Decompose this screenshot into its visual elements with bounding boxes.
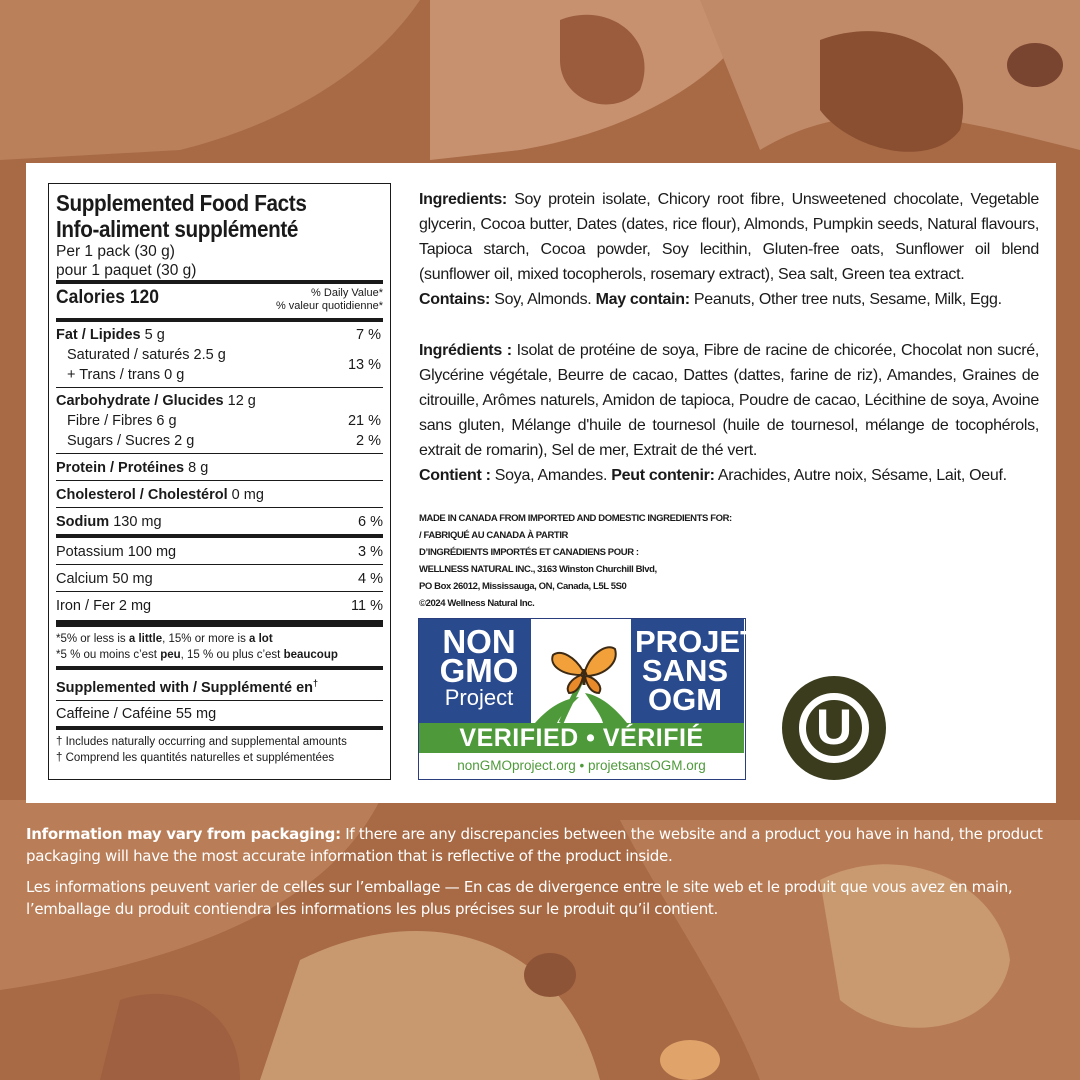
trans-label: + Trans / trans 0 g [67, 367, 185, 383]
supplemented-header: Supplemented with / Supplémenté en† [56, 678, 319, 696]
manufacturer-line: PO Box 26012, Mississauga, ON, Canada, L5L 5S0 [419, 581, 627, 592]
fat-percent: 7 % [356, 327, 381, 343]
fibre-label: Fibre / Fibres 6 g [67, 413, 177, 429]
manufacturer-line: / FABRIQUÉ AU CANADA À PARTIR [419, 530, 569, 541]
fat-amount: 5 g [144, 327, 165, 343]
sodium-label: Sodium [56, 514, 110, 530]
butterfly-icon [531, 619, 631, 723]
carb-group [56, 388, 383, 453]
calcium-percent: 4 % [358, 571, 383, 587]
non-gmo-badge [418, 618, 760, 780]
fat-group [56, 322, 383, 387]
iron-percent: 11 % [351, 598, 383, 614]
allergens-en: Contains: Soy, Almonds. May contain: Peanuts, Other tree nuts, Sesame, Milk, Egg. [419, 291, 1002, 308]
potassium-row [56, 538, 383, 564]
nutrition-title-fr: Info-aliment supplémenté [56, 216, 299, 242]
calcium-row [56, 565, 383, 591]
saturated-label: Saturated / saturés 2.5 g [67, 347, 226, 363]
disclaimer-fr: Les informations peuvent varier de celles sur l’emballage — En cas de divergence entre le site web et le produit que vous avez en main, l’emballage du produit contiendra les informations les plus précises sur le produit qu’il contient. [26, 878, 1013, 918]
carb-label: Carbohydrate / Glucides [56, 393, 224, 409]
sodium-amount: 130 mg [113, 514, 162, 530]
daily-value-header-en: % Daily Value* [311, 287, 383, 299]
iron-label: Iron / Fer 2 mg [56, 598, 152, 614]
disclaimer-en: Information may vary from packaging: If there are any discrepancies between the website and a product you have in hand, the product packaging will have the most accurate information that is reflective of the product inside. [26, 825, 1043, 865]
non-gmo-text-fr: PROJET SANS OGM [635, 624, 760, 717]
non-gmo-url: nonGMOproject.org • projetsansOGM.org [457, 758, 706, 773]
kosher-icon [782, 676, 886, 780]
protein-label: Protein / Protéines [56, 460, 185, 476]
protein-row [56, 454, 383, 480]
supplement-footnote [56, 730, 383, 770]
fat-label: Fat / Lipides [56, 327, 141, 343]
packaging-disclaimer [26, 823, 1056, 920]
supplement-footnote-en: † Includes naturally occurring and supplemental amounts [56, 735, 347, 748]
nutrition-title-en: Supplemented Food Facts [56, 190, 307, 216]
calories-row [56, 284, 383, 318]
carb-row [56, 391, 383, 411]
sat-trans-percent: 13 % [347, 357, 381, 373]
sugars-row [56, 431, 383, 451]
sodium-row [56, 508, 383, 534]
daily-value-header [276, 287, 383, 313]
daily-value-footnote [56, 627, 383, 666]
footnote-fr: *5 % ou moins c’est peu, 15 % ou plus c’est beaucoup [56, 649, 338, 661]
manufacturer-line: WELLNESS NATURAL INC., 3163 Winston Churchill Blvd, [419, 564, 657, 575]
manufacturer-line: D’INGRÉDIENTS IMPORTÉS ET CANADIENS POUR : [419, 547, 639, 558]
caffeine-row: Caffeine / Caféine 55 mg [56, 705, 217, 722]
carb-amount: 12 g [227, 393, 256, 409]
fibre-row [56, 411, 383, 431]
protein-amount: 8 g [188, 460, 209, 476]
sugars-percent: 2 % [356, 433, 381, 449]
kosher-letter: U [815, 699, 853, 755]
calories-label: Calories 120 [56, 287, 160, 308]
sodium-percent: 6 % [358, 514, 383, 530]
ingredients-fr: Ingrédients : Isolat de protéine de soya, Fibre de racine de chicorée, Chocolat non sucré, Glycérine végétale, Beurre de cacao, Dattes (dattes, farine de riz), Amandes, Graines de citrouille, Arômes naturels, Amidon de tapioca, Poudre de cacao, Lécithine de soya, Avoine sans gluten, Mélange d'huile de tournesol (huile de tournesol, mélange de tocophérols, extrait de romarin), Sel de mer, Extrait de thé vert. [419, 342, 1039, 459]
daily-value-header-fr: % valeur quotidienne* [275, 300, 383, 312]
sugars-label: Sugars / Sucres 2 g [67, 433, 195, 449]
allergens-fr: Contient : Soya, Amandes. Peut contenir: Arachides, Autre noix, Sésame, Lait, Oeuf. [419, 467, 1007, 484]
fibre-percent: 21 % [347, 413, 381, 429]
verified-banner: VERIFIED • VÉRIFIÉ [419, 723, 744, 753]
serving-size-en: Per 1 pack (30 g) [56, 243, 175, 260]
iron-row [56, 592, 383, 618]
calcium-label: Calcium 50 mg [56, 571, 153, 587]
ingredients-en: Ingredients: Soy protein isolate, Chicory root fibre, Unsweetened chocolate, Vegetable glycerin, Cocoa butter, Dates (dates, rice flour), Almonds, Pumpkin seeds, Natural flavours, Tapioca starch, Cocoa powder, Soy lecithin, Gluten-free oats, Sunflower oil blend (sunflower oil, mixed tocopherols, rosemary extract), Sea salt, Green tea extract. [419, 191, 1039, 283]
potassium-label: Potassium 100 mg [56, 544, 177, 560]
footnote-en: *5% or less is a little, 15% or more is a lot [56, 633, 273, 645]
cholesterol-label: Cholesterol / Cholestérol [56, 487, 228, 503]
manufacturer-line: MADE IN CANADA FROM IMPORTED AND DOMESTIC INGREDIENTS FOR: [419, 513, 732, 524]
sat-trans-row [56, 345, 383, 385]
divider [56, 620, 383, 627]
supplement-footnote-fr: † Comprend les quantités naturelles et supplémentées [56, 751, 335, 764]
cholesterol-row [56, 481, 383, 507]
label-card [26, 163, 1056, 803]
serving-size-fr: pour 1 paquet (30 g) [56, 262, 197, 279]
nutrition-facts-table [48, 183, 391, 780]
cholesterol-amount: 0 mg [231, 487, 264, 503]
potassium-percent: 3 % [358, 544, 383, 560]
ingredients-section [419, 187, 1039, 612]
copyright: ©2024 Wellness Natural Inc. [419, 598, 535, 609]
manufacturer-info [419, 510, 1039, 612]
non-gmo-text-en: NON GMO Project [439, 623, 519, 710]
fat-row [56, 325, 383, 345]
